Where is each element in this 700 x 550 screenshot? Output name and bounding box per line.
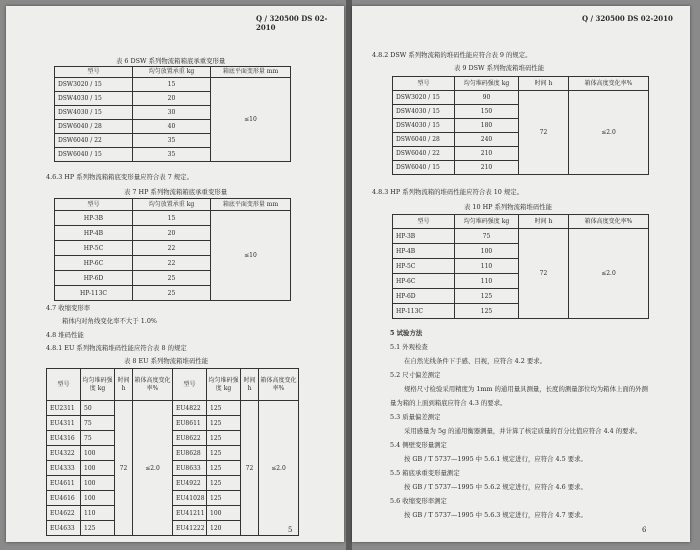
- model-cell: EU8633: [173, 461, 207, 476]
- value-cell: 20: [133, 226, 211, 241]
- section-4-7: 4.7 收缩变形率: [46, 304, 91, 312]
- table-header-cell: 时间 h: [519, 215, 569, 229]
- section-4-6-3: 4.6.3 HP 系列物流箱箱底变形量应符合表 7 规定。: [46, 173, 193, 181]
- value-cell: 125: [207, 446, 241, 461]
- value-cell: 110: [455, 259, 519, 274]
- value-cell: 40: [133, 120, 211, 134]
- section-5-2-body-line1: 规格尺寸检验采用精度为 1mm 的通用量具测量，长度的测量部位均为箱体上面的外测: [404, 385, 648, 393]
- table-header-cell: 均匀堆码强度 kg: [81, 369, 115, 401]
- value-cell: 120: [207, 521, 241, 536]
- model-cell: EU4616: [47, 491, 81, 506]
- model-cell: DSW3020 / 15: [393, 91, 455, 105]
- table-header-cell: 型号: [393, 77, 455, 91]
- section-4-8-2: 4.8.2 DSW 系列物流箱的堆码性能应符合表 9 的规定。: [372, 51, 532, 59]
- model-cell: EU8611: [173, 416, 207, 431]
- page-number: 6: [642, 526, 647, 534]
- value-cell: 100: [81, 476, 115, 491]
- table7-caption: 表 7 HP 系列物流箱箱底承重变形量: [124, 188, 228, 196]
- model-cell: DSW6040 / 15: [55, 148, 133, 162]
- table-row: [55, 211, 291, 226]
- page-number: 5: [288, 526, 293, 534]
- table-header-cell: 时间 h: [115, 369, 133, 401]
- table6: [54, 66, 291, 162]
- table-header-cell: 均匀堆码强度 kg: [455, 215, 519, 229]
- value-cell: 180: [455, 119, 519, 133]
- section-5-5-body: 按 GB / T 5737—1995 中 5.6.2 规定进行，应符合 4.6 要求。: [404, 483, 587, 491]
- value-cell: 125: [81, 521, 115, 536]
- value-cell: 100: [81, 461, 115, 476]
- section-5-3: 5.3 质量偏差测定: [390, 413, 441, 421]
- table-header-cell: 箱体高度变化率%: [569, 77, 649, 91]
- merged-limit-cell: ≤10: [211, 78, 291, 162]
- table-header-cell: 均匀放置承重 kg: [133, 67, 211, 78]
- rate-cell: ≤2.0: [569, 229, 649, 319]
- table-header-cell: 箱体高度变化率%: [133, 369, 173, 401]
- model-cell: HP-6C: [393, 274, 455, 289]
- model-cell: HP-3B: [55, 211, 133, 226]
- value-cell: 150: [455, 105, 519, 119]
- section-5-3-body: 采用感量为 5g 的通用衡器测量，并计算了核定质量的百分比值应符合 4.4 的要求。: [404, 427, 642, 435]
- model-cell: DSW3020 / 15: [55, 78, 133, 92]
- rate-cell: ≤2.0: [133, 401, 173, 536]
- right-page-header: Q / 320500 DS 02-2010: [582, 14, 673, 23]
- table-header-row: [393, 215, 649, 229]
- value-cell: 25: [133, 271, 211, 286]
- table-header-cell: 箱底平面变形量 mm: [211, 199, 291, 211]
- value-cell: 125: [207, 416, 241, 431]
- value-cell: 210: [455, 147, 519, 161]
- model-cell: EU4316: [47, 431, 81, 446]
- section-4-8-3: 4.8.3 HP 系列物流箱的堆码性能应符合表 10 规定。: [372, 188, 524, 196]
- time-cell: 72: [519, 229, 569, 319]
- value-cell: 90: [455, 91, 519, 105]
- model-cell: HP-5C: [55, 241, 133, 256]
- time-cell: 72: [115, 401, 133, 536]
- value-cell: 125: [455, 304, 519, 319]
- model-cell: EU4322: [47, 446, 81, 461]
- section-5-4-body: 按 GB / T 5737—1995 中 5.6.1 规定进行，应符合 4.5 要求。: [404, 455, 587, 463]
- model-cell: HP-113C: [393, 304, 455, 319]
- table-header-row: [55, 67, 291, 78]
- value-cell: 100: [81, 446, 115, 461]
- value-cell: 22: [133, 256, 211, 271]
- value-cell: 100: [455, 244, 519, 259]
- table-row: [393, 91, 649, 105]
- section-5-2: 5.2 尺寸偏差测定: [390, 371, 441, 379]
- model-cell: EU8622: [173, 431, 207, 446]
- table-header-cell: 均匀堆码强度 kg: [207, 369, 241, 401]
- table-header-row: [47, 369, 299, 401]
- model-cell: EU4633: [47, 521, 81, 536]
- model-cell: DSW4030 / 15: [55, 92, 133, 106]
- rate-cell: ≤2.0: [259, 401, 299, 536]
- rate-cell: ≤2.0: [569, 91, 649, 175]
- time-cell: 72: [241, 401, 259, 536]
- value-cell: 15: [133, 78, 211, 92]
- value-cell: 75: [455, 229, 519, 244]
- table-header-cell: 箱体高度变化率%: [569, 215, 649, 229]
- value-cell: 110: [455, 274, 519, 289]
- model-cell: HP-4B: [393, 244, 455, 259]
- model-cell: EU4611: [47, 476, 81, 491]
- value-cell: 15: [133, 211, 211, 226]
- value-cell: 240: [455, 133, 519, 147]
- right-page: [352, 6, 690, 542]
- time-cell: 72: [519, 91, 569, 175]
- model-cell: EU41222: [173, 521, 207, 536]
- value-cell: 35: [133, 134, 211, 148]
- merged-limit-cell: ≤10: [211, 211, 291, 301]
- table-row: [47, 401, 299, 416]
- section-5-1: 5.1 外观检查: [390, 343, 428, 351]
- model-cell: HP-5C: [393, 259, 455, 274]
- value-cell: 125: [207, 491, 241, 506]
- model-cell: DSW6040 / 28: [393, 133, 455, 147]
- model-cell: DSW6040 / 15: [393, 161, 455, 175]
- left-page-header: Q / 320500 DS 02-2010: [256, 14, 328, 32]
- value-cell: 125: [207, 431, 241, 446]
- value-cell: 35: [133, 148, 211, 162]
- section-5-6-body: 按 GB / T 5737—1995 中 5.6.3 规定进行，应符合 4.7 要求。: [404, 511, 587, 519]
- model-cell: EU4922: [173, 476, 207, 491]
- table-header-cell: 时间 h: [519, 77, 569, 91]
- model-cell: EU41211: [173, 506, 207, 521]
- value-cell: 75: [81, 431, 115, 446]
- section-5-1-body: 在自然光线条件下手感、目视，应符合 4.2 要求。: [404, 357, 547, 365]
- value-cell: 50: [81, 401, 115, 416]
- model-cell: DSW4030 / 15: [393, 105, 455, 119]
- section-4-7-body: 箱体内对角线变化率不大于 1.0%: [62, 317, 157, 325]
- table-header-cell: 时间 h: [241, 369, 259, 401]
- model-cell: HP-6D: [55, 271, 133, 286]
- table-header-cell: 箱体高度变化率%: [259, 369, 299, 401]
- model-cell: EU4311: [47, 416, 81, 431]
- table-header-cell: 型号: [47, 369, 81, 401]
- model-cell: EU2311: [47, 401, 81, 416]
- section-5-2-body-line2: 量为箱的上面到箱底应符合 4.3 的要求。: [390, 399, 507, 407]
- value-cell: 25: [133, 286, 211, 301]
- table7: [54, 198, 291, 301]
- table-header-cell: 型号: [55, 199, 133, 211]
- table8-caption: 表 8 EU 系列物流箱堆码性能: [124, 357, 209, 365]
- section-4-8-1: 4.8.1 EU 系列物流箱堆码性能应符合表 8 的规定: [46, 344, 187, 352]
- section-5-5: 5.5 箱底承重变形量测定: [390, 469, 460, 477]
- model-cell: DSW6040 / 22: [393, 147, 455, 161]
- model-cell: HP-4B: [55, 226, 133, 241]
- left-page: [6, 6, 344, 542]
- value-cell: 75: [81, 416, 115, 431]
- model-cell: EU41028: [173, 491, 207, 506]
- model-cell: DSW6040 / 28: [55, 120, 133, 134]
- value-cell: 100: [81, 491, 115, 506]
- table-header-cell: 均匀堆码强度 kg: [455, 77, 519, 91]
- model-cell: HP-6C: [55, 256, 133, 271]
- value-cell: 30: [133, 106, 211, 120]
- model-cell: EU8628: [173, 446, 207, 461]
- value-cell: 100: [207, 506, 241, 521]
- model-cell: DSW4030 / 15: [55, 106, 133, 120]
- table9: [392, 76, 649, 175]
- table9-caption: 表 9 DSW 系列物流箱堆码性能: [454, 64, 545, 72]
- value-cell: 110: [81, 506, 115, 521]
- section-5-heading: 5 试验方法: [390, 329, 423, 337]
- section-5-4: 5.4 侧壁变形量测定: [390, 441, 447, 449]
- value-cell: 125: [207, 401, 241, 416]
- table-header-cell: 箱底平面变形量 mm: [211, 67, 291, 78]
- table-header-cell: 型号: [173, 369, 207, 401]
- table-header-cell: 均匀放置承重 kg: [133, 199, 211, 211]
- table10-caption: 表 10 HP 系列物流箱堆码性能: [464, 203, 553, 211]
- table-row: [393, 229, 649, 244]
- section-4-8: 4.8 堆码性能: [46, 331, 84, 339]
- table6-caption: 表 6 DSW 系列物流箱箱底承重变形量: [116, 57, 226, 65]
- value-cell: 22: [133, 241, 211, 256]
- table-header-cell: 型号: [55, 67, 133, 78]
- model-cell: DSW4030 / 15: [393, 119, 455, 133]
- value-cell: 125: [207, 476, 241, 491]
- model-cell: EU4822: [173, 401, 207, 416]
- value-cell: 20: [133, 92, 211, 106]
- model-cell: HP-113C: [55, 286, 133, 301]
- table-header-row: [55, 199, 291, 211]
- model-cell: EU4622: [47, 506, 81, 521]
- value-cell: 125: [455, 289, 519, 304]
- value-cell: 125: [207, 461, 241, 476]
- model-cell: HP-3B: [393, 229, 455, 244]
- table-header-row: [393, 77, 649, 91]
- section-5-6: 5.6 收缩变形率测定: [390, 497, 447, 505]
- value-cell: 210: [455, 161, 519, 175]
- table-header-cell: 型号: [393, 215, 455, 229]
- model-cell: HP-6D: [393, 289, 455, 304]
- model-cell: DSW6040 / 22: [55, 134, 133, 148]
- table-row: [55, 78, 291, 92]
- model-cell: EU4333: [47, 461, 81, 476]
- table10: [392, 214, 649, 319]
- table8: [46, 368, 299, 536]
